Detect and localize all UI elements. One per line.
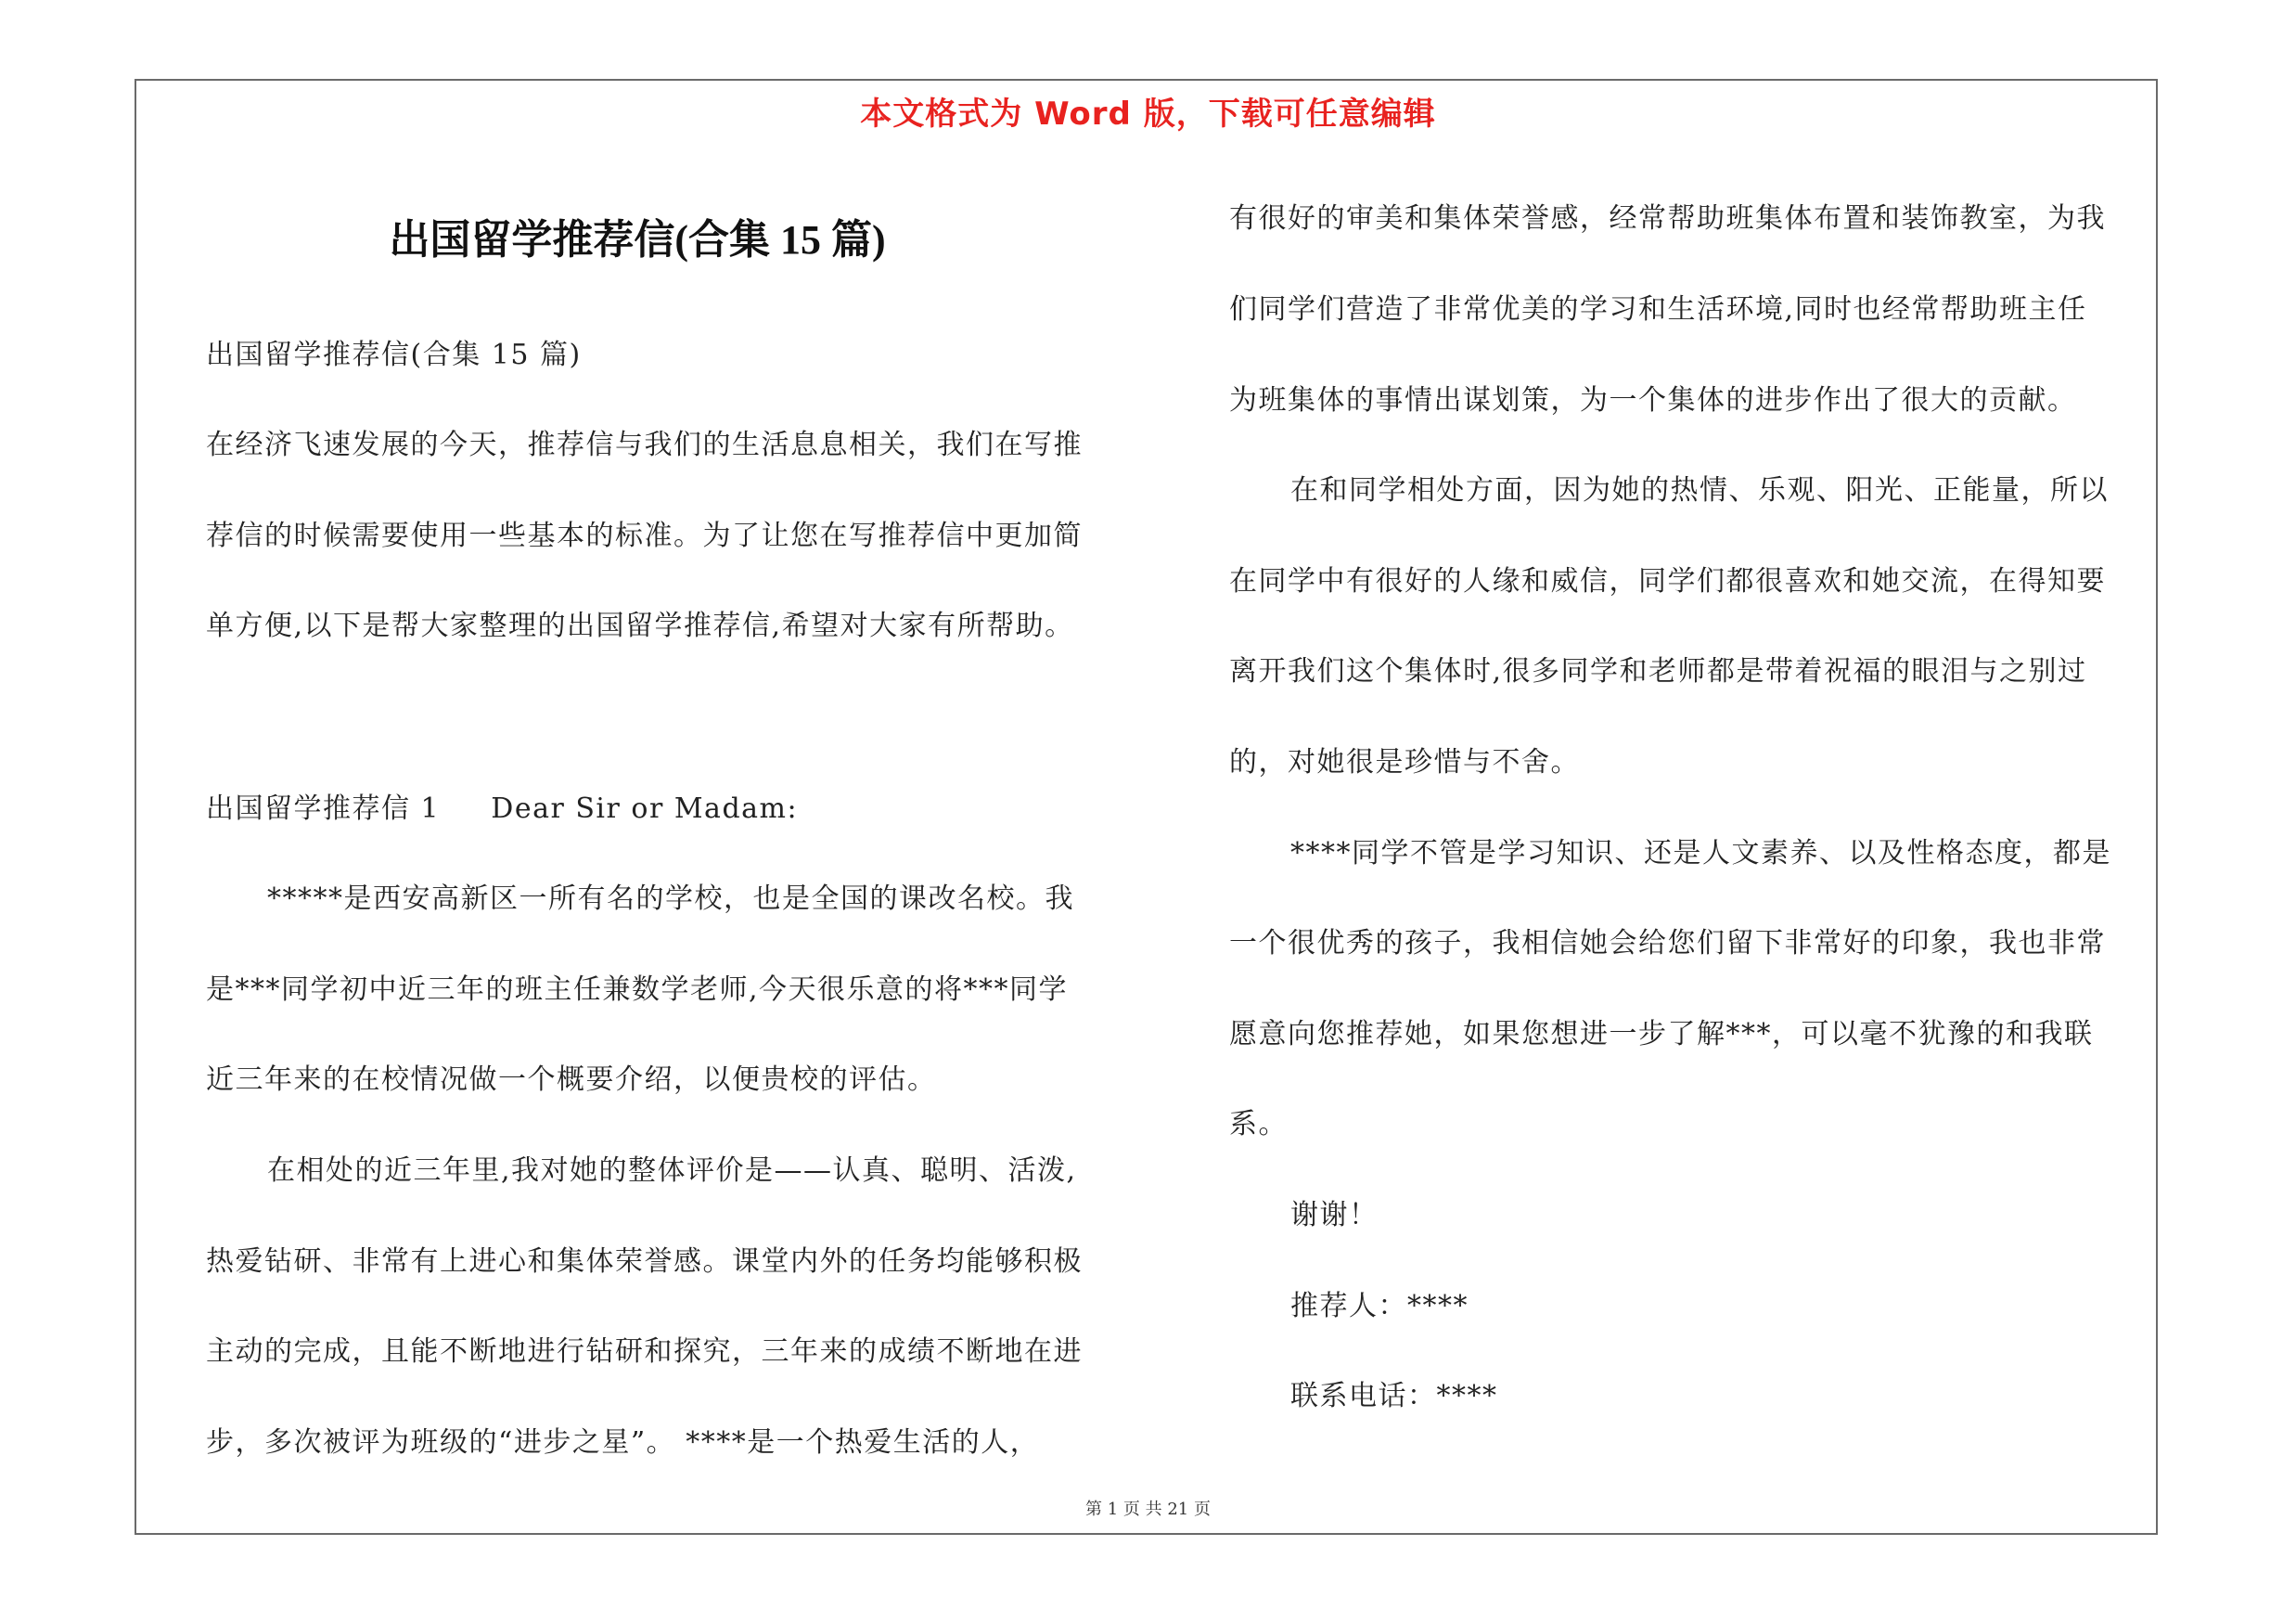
right-line: 的，对她很是珍惜与不舍。 [1229,746,1580,779]
document-title: 出国留学推荐信(合集 15 篇) [389,217,886,263]
left-line: 单方便,以下是帮大家整理的出国留学推荐信,希望对大家有所帮助。 [206,610,1074,642]
right-line: 们同学们营造了非常优美的学习和生活环境,同时也经常帮助班主任 [1229,293,2087,326]
left-line: 是***同学初中近三年的班主任兼数学老师,今天很乐意的将***同学 [206,973,1069,1006]
right-line: ****同学不管是学习知识、还是人文素养、以及性格态度，都是 [1290,837,2111,869]
left-line: 主动的完成，且能不断地进行钻研和探究，三年来的成绩不断地在进 [206,1335,1083,1368]
right-line: 在和同学相处方面，因为她的热情、乐观、阳光、正能量，所以 [1290,474,2109,507]
left-line: 出国留学推荐信(合集 15 篇) [206,339,582,371]
left-line: *****是西安高新区一所有名的学校，也是全国的课改名校。我 [267,882,1074,915]
right-line: 在同学中有很好的人缘和威信，同学们都很喜欢和她交流，在得知要 [1229,565,2106,598]
right-line: 有很好的审美和集体荣誉感，经常帮助班集体布置和装饰教室，为我 [1229,202,2106,235]
right-line: 推荐人：**** [1290,1290,1469,1322]
left-line: 近三年来的在校情况做一个概要介绍，以便贵校的评估。 [206,1063,937,1096]
right-line: 离开我们这个集体时,很多同学和老师都是带着祝福的眼泪与之别过 [1229,655,2087,688]
right-line: 一个很优秀的孩子，我相信她会给您们留下非常好的印象，我也非常 [1229,927,2106,960]
left-line: 步，多次被评为班级的“进步之星”。 ****是一个热爱生活的人， [206,1426,1040,1459]
left-line: 热爱钻研、非常有上进心和集体荣誉感。课堂内外的任务均能够积极 [206,1245,1083,1278]
right-line: 愿意向您推荐她，如果您想进一步了解***，可以毫不犹豫的和我联 [1229,1018,2094,1050]
left-line: 出国留学推荐信 1 Dear Sir or Madam: [206,792,799,825]
word-format-banner: 本文格式为 Word 版，下载可任意编辑 [860,96,1436,133]
left-line: 荐信的时候需要使用一些基本的标准。为了让您在写推荐信中更加简 [206,520,1083,552]
right-line: 系。 [1229,1108,1288,1140]
left-line: 在经济飞速发展的今天，推荐信与我们的生活息息相关，我们在写推 [206,429,1083,461]
right-line: 为班集体的事情出谋划策，为一个集体的进步作出了很大的贡献。 [1229,384,2077,417]
right-line: 谢谢！ [1290,1199,1379,1231]
left-line: 在相处的近三年里,我对她的整体评价是——认真、聪明、活泼, [267,1154,1077,1187]
right-line: 联系电话：**** [1290,1380,1498,1412]
page-number-footer: 第 1 页 共 21 页 [1085,1500,1211,1519]
